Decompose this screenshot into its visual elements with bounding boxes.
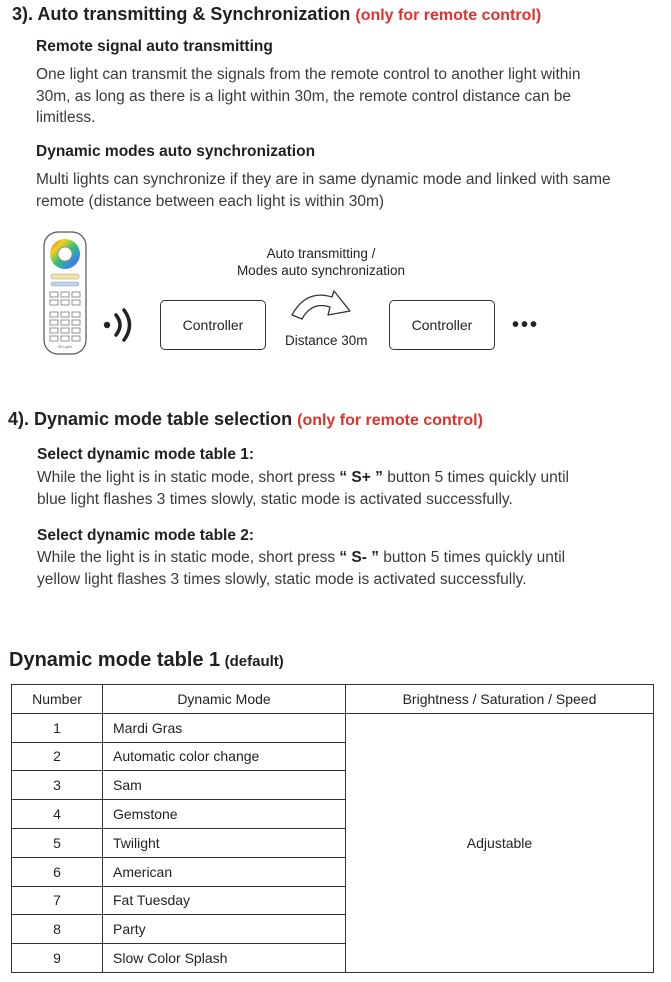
section3-title-text: 3). Auto transmitting & Synchronization	[12, 4, 351, 24]
row-mode: Twilight	[103, 828, 346, 857]
section4-title-text: 4). Dynamic mode table selection	[8, 409, 293, 429]
remote-line: One light can transmit the signals from the remote control to another light within	[36, 66, 581, 83]
signal-waves-icon	[100, 305, 144, 345]
table1-select-line1	[37, 467, 667, 489]
remote-brand-text: Mi·Light	[58, 345, 72, 349]
table2-select-heading: Select dynamic mode table 2:	[37, 527, 255, 544]
remote-line: 30m, as long as there is a light within 30m, the remote control distance can be	[36, 87, 572, 105]
remote-line: limitless.	[36, 109, 96, 126]
controller-left-box: Controller	[160, 300, 266, 350]
row-mode: Automatic color change	[103, 742, 346, 771]
adjustable-cell: Adjustable	[346, 713, 654, 972]
text-span: While the light is in static mode, short press	[37, 549, 340, 566]
row-mode: American	[103, 857, 346, 886]
row-number: 3	[12, 771, 103, 800]
header-dynamic-mode: Dynamic Mode	[103, 685, 346, 714]
table1-title-text: Dynamic mode table 1	[9, 649, 221, 671]
table1-select-paragraph	[37, 467, 667, 510]
s-plus-key: “ S+ ”	[339, 469, 383, 486]
table1-select-heading: Select dynamic mode table 1:	[37, 446, 255, 463]
row-number: 2	[12, 742, 103, 771]
text-span: button 5 times quickly until	[382, 469, 569, 486]
row-number: 9	[12, 944, 103, 973]
curved-arrow-icon	[288, 285, 358, 329]
text-span: While the light is in static mode, short press	[37, 469, 340, 486]
controller-right-box: Controller	[389, 300, 495, 350]
table2-select-paragraph	[37, 547, 667, 590]
table2-select-line2: yellow light flashes 3 times slowly, static mode is activated successfully.	[37, 570, 527, 588]
table1-title-note: (default)	[224, 653, 284, 670]
distance-label: Distance 30m	[285, 333, 368, 348]
header-number: Number	[12, 685, 103, 714]
table-row	[12, 713, 654, 742]
dynamic-paragraph	[36, 169, 671, 212]
ellipsis-dots: •••	[512, 314, 540, 336]
dynamic-mode-table	[11, 684, 654, 973]
section4-note: (only for remote control)	[297, 412, 483, 429]
remote-paragraph	[36, 64, 666, 129]
row-mode: Mardi Gras	[103, 713, 346, 742]
dynamic-line: Multi lights can synchronize if they are in same dynamic mode and linked with same	[36, 171, 611, 188]
row-number: 8	[12, 915, 103, 944]
row-mode: Sam	[103, 771, 346, 800]
header-brightness: Brightness / Saturation / Speed	[346, 685, 654, 714]
section3-title	[12, 4, 541, 25]
row-number: 1	[12, 713, 103, 742]
section3-note: (only for remote control)	[355, 7, 542, 24]
row-mode: Party	[103, 915, 346, 944]
dynamic-heading: Dynamic modes auto synchronization	[36, 143, 316, 160]
diagram-label-line: Auto transmitting /	[266, 246, 376, 261]
remote-heading: Remote signal auto transmitting	[36, 38, 273, 55]
row-mode: Fat Tuesday	[103, 886, 346, 915]
row-mode: Gemstone	[103, 800, 346, 829]
row-number: 5	[12, 828, 103, 857]
diagram-top-label	[0, 245, 642, 279]
row-number: 6	[12, 857, 103, 886]
dynamic-line: remote (distance between each light is within 30m)	[36, 192, 385, 210]
table2-select-line1	[37, 547, 667, 569]
row-mode: Slow Color Splash	[103, 944, 346, 973]
section4-title	[8, 409, 483, 430]
table1-select-line2: blue light flashes 3 times slowly, static mode is activated successfully.	[37, 490, 513, 508]
s-minus-key: “ S- ”	[339, 549, 379, 566]
diagram-label-line: Modes auto synchronization	[236, 263, 406, 278]
table-header-row	[12, 685, 654, 714]
text-span: button 5 times quickly until	[379, 549, 566, 566]
table1-title	[9, 649, 284, 672]
row-number: 7	[12, 886, 103, 915]
row-number: 4	[12, 800, 103, 829]
